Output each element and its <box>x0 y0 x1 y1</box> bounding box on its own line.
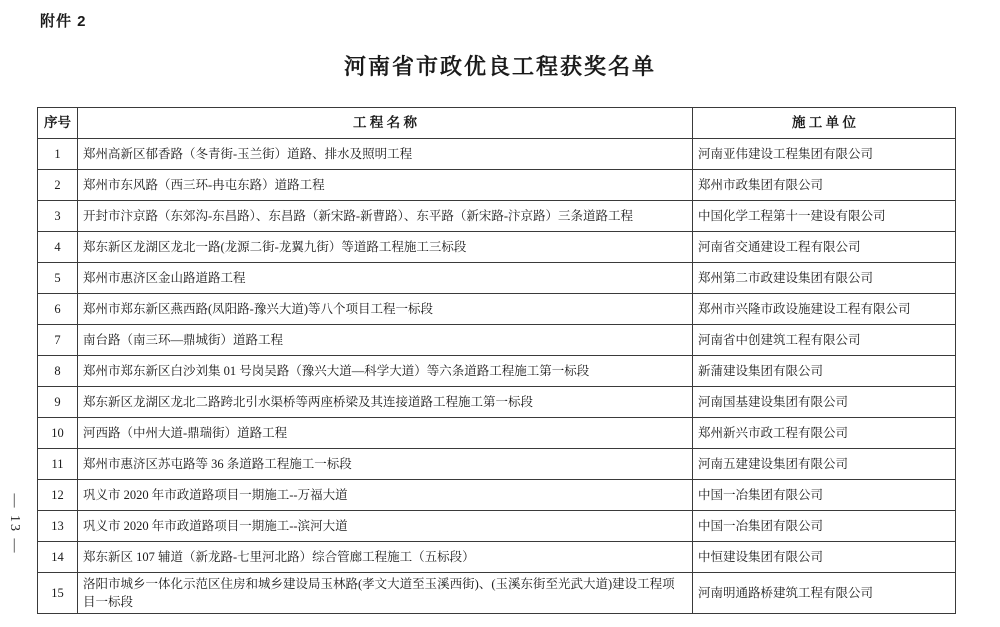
cell-project: 郑东新区龙湖区龙北二路跨北引水渠桥等两座桥梁及其连接道路工程施工第一标段 <box>78 387 693 418</box>
cell-project: 南台路（南三环—鼎城街）道路工程 <box>78 325 693 356</box>
cell-no: 11 <box>38 449 78 480</box>
table-row <box>38 387 956 418</box>
column-header-project: 工 程 名 称 <box>78 108 693 139</box>
cell-company: 中国一冶集团有限公司 <box>693 480 956 511</box>
table-row <box>38 418 956 449</box>
cell-company: 中国一冶集团有限公司 <box>693 511 956 542</box>
table-header-row <box>38 108 956 139</box>
table-row <box>38 356 956 387</box>
cell-no: 13 <box>38 511 78 542</box>
cell-project: 郑州高新区郁香路（冬青街-玉兰街）道路、排水及照明工程 <box>78 139 693 170</box>
table-row <box>38 232 956 263</box>
table-row <box>38 201 956 232</box>
cell-company: 郑州第二市政建设集团有限公司 <box>693 263 956 294</box>
cell-project: 巩义市 2020 年市政道路项目一期施工--万福大道 <box>78 480 693 511</box>
table-row <box>38 542 956 573</box>
table-row <box>38 449 956 480</box>
cell-project: 洛阳市城乡一体化示范区住房和城乡建设局玉林路(孝文大道至玉溪西街)、(玉溪东街至光武大道)建设工程项目一标段 <box>78 573 693 614</box>
cell-company: 河南明通路桥建筑工程有限公司 <box>693 573 956 614</box>
cell-company: 中恒建设集团有限公司 <box>693 542 956 573</box>
cell-no: 2 <box>38 170 78 201</box>
cell-project: 河西路（中州大道-鼎瑞街）道路工程 <box>78 418 693 449</box>
cell-project: 巩义市 2020 年市政道路项目一期施工--滨河大道 <box>78 511 693 542</box>
cell-no: 3 <box>38 201 78 232</box>
cell-company: 郑州新兴市政工程有限公司 <box>693 418 956 449</box>
table-row <box>38 294 956 325</box>
cell-project: 郑东新区龙湖区龙北一路(龙源二街-龙翼九街）等道路工程施工三标段 <box>78 232 693 263</box>
cell-company: 中国化学工程第十一建设有限公司 <box>693 201 956 232</box>
cell-no: 12 <box>38 480 78 511</box>
cell-project: 郑州市惠济区苏屯路等 36 条道路工程施工一标段 <box>78 449 693 480</box>
column-header-no: 序号 <box>38 108 78 139</box>
cell-no: 8 <box>38 356 78 387</box>
cell-company: 河南国基建设集团有限公司 <box>693 387 956 418</box>
table-row <box>38 573 956 614</box>
cell-no: 14 <box>38 542 78 573</box>
table-row <box>38 170 956 201</box>
cell-no: 7 <box>38 325 78 356</box>
cell-project: 开封市汴京路（东郊沟-东昌路）、东昌路（新宋路-新曹路）、东平路（新宋路-汴京路）三条道路工程 <box>78 201 693 232</box>
cell-company: 河南五建建设集团有限公司 <box>693 449 956 480</box>
cell-company: 新蒲建设集团有限公司 <box>693 356 956 387</box>
table-row <box>38 139 956 170</box>
cell-no: 10 <box>38 418 78 449</box>
cell-company: 河南省中创建筑工程有限公司 <box>693 325 956 356</box>
cell-no: 6 <box>38 294 78 325</box>
cell-no: 4 <box>38 232 78 263</box>
table-row <box>38 511 956 542</box>
cell-no: 5 <box>38 263 78 294</box>
page-title: 河南省市政优良工程获奖名单 <box>343 54 656 79</box>
attachment-label: 附件 2 <box>40 13 87 30</box>
cell-company: 河南亚伟建设工程集团有限公司 <box>693 139 956 170</box>
cell-company: 郑州市政集团有限公司 <box>693 170 956 201</box>
cell-project: 郑州市郑东新区白沙刘集 01 号岗吴路（豫兴大道—科学大道）等六条道路工程施工第一标段 <box>78 356 693 387</box>
cell-company: 河南省交通建设工程有限公司 <box>693 232 956 263</box>
table-body <box>38 139 956 614</box>
table-row <box>38 325 956 356</box>
cell-no: 1 <box>38 139 78 170</box>
cell-project: 郑州市惠济区金山路道路工程 <box>78 263 693 294</box>
column-header-company: 施 工 单 位 <box>693 108 956 139</box>
cell-no: 9 <box>38 387 78 418</box>
cell-project: 郑州市东风路（西三环-冉屯东路）道路工程 <box>78 170 693 201</box>
page-number: — 13 — <box>7 493 22 555</box>
table-row <box>38 480 956 511</box>
cell-project: 郑东新区 107 辅道（新龙路-七里河北路）综合管廊工程施工（五标段） <box>78 542 693 573</box>
cell-project: 郑州市郑东新区燕西路(凤阳路-豫兴大道)等八个项目工程一标段 <box>78 294 693 325</box>
cell-no: 15 <box>38 573 78 614</box>
awards-table <box>37 107 956 614</box>
table-row <box>38 263 956 294</box>
cell-company: 郑州市兴隆市政设施建设工程有限公司 <box>693 294 956 325</box>
